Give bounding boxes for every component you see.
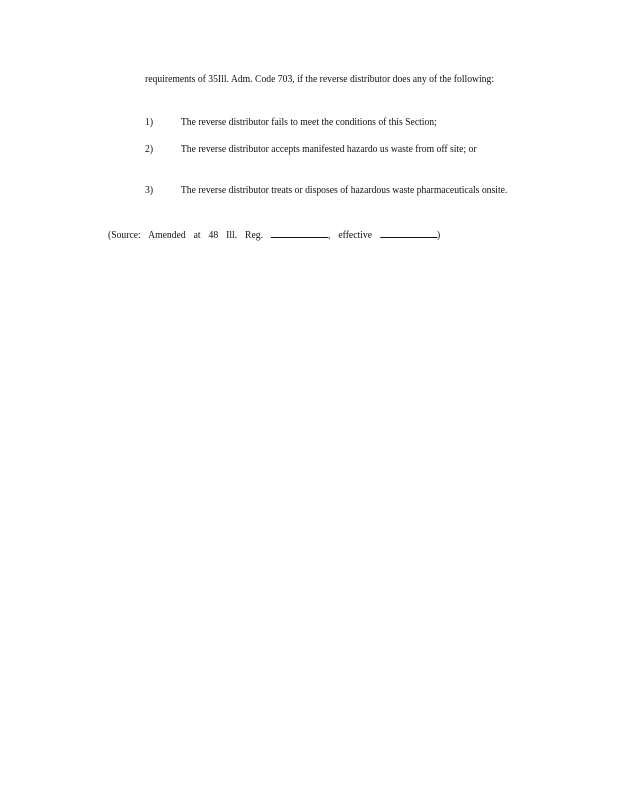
list-item-number: 3) — [145, 185, 154, 196]
source-suffix: ) — [436, 230, 441, 241]
register-blank-line — [271, 227, 328, 238]
source-note — [108, 227, 440, 242]
list-item-number: 2) — [145, 144, 154, 155]
list-item-text: The reverse distributor treats or disposes of hazardous waste pharmaceuticals onsite. — [180, 185, 508, 196]
list-item-number: 1) — [145, 117, 154, 128]
list-item-text: The reverse distributor accepts manifested hazardo us waste from off site; or — [180, 144, 477, 155]
source-prefix: (Source: — [108, 230, 141, 241]
list-item-text: The reverse distributor fails to meet the conditions of this Section; — [180, 117, 437, 128]
intro-paragraph: requirements of 35Ill. Adm. Code 703, if the reverse distributor does any of the following: — [145, 74, 495, 85]
source-comma: , — [328, 230, 331, 241]
source-amended: Amended at 48 Ill. Reg. — [148, 230, 264, 241]
effective-date-blank-line — [380, 227, 437, 238]
source-effective: effective — [338, 230, 372, 241]
